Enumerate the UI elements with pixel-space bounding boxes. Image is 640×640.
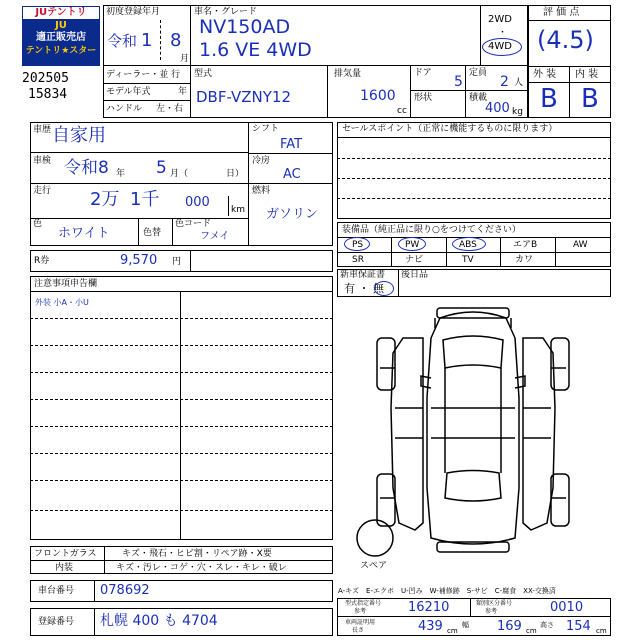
registration-value: 札幌 400 も 4704 [100, 613, 218, 629]
shift-label: シフト [252, 124, 280, 134]
handle-label: ハンドル [106, 104, 143, 114]
logo-star: テントリ★スター [25, 46, 97, 56]
mileage-unit: km [231, 205, 245, 215]
ac-label: 冷房 [252, 156, 271, 166]
model-year-unit: 年 [178, 87, 188, 97]
inspection-year-unit: 年 [116, 169, 126, 179]
shift-value: FAT [280, 137, 303, 152]
color-replace-label: 色替 [143, 228, 162, 238]
recycle-box [30, 250, 333, 272]
capacity-label: 定員 [469, 68, 488, 78]
logo-ju: JU [55, 20, 67, 31]
width-unit: cm [526, 627, 537, 635]
load-unit: kg [512, 107, 523, 117]
inspection-day-unit: 日） [226, 169, 245, 179]
equip-pw: PW [405, 240, 420, 250]
inspection-month-unit: 月（ [170, 169, 189, 179]
first-reg-year: 1 [141, 30, 153, 51]
length-sub: 長さ [352, 627, 365, 634]
mileage-sen: 1千 [130, 189, 160, 210]
class-num-value: 0010 [550, 600, 584, 615]
height-label: 高さ [540, 621, 554, 629]
door-label: ドア [414, 68, 432, 78]
tentori-logo [22, 6, 100, 66]
spare-label: スペア [360, 561, 388, 571]
rating-label: 評 価 点 [543, 7, 580, 18]
stock-code-1: 202505 [22, 71, 69, 86]
drive-dot: ・ [498, 28, 508, 38]
rating-value: (4.5) [537, 26, 594, 54]
capacity-value: 2 [500, 74, 509, 90]
length-value: 439 [418, 619, 443, 634]
fuel-label: 燃料 [252, 186, 271, 196]
equip-pw-circle [398, 237, 426, 251]
first-reg-label: 初度登録年月 [106, 7, 161, 17]
color-code-value: フメイ [200, 231, 230, 242]
height-unit: cm [596, 627, 607, 635]
load-value: 400 [485, 101, 510, 116]
mileage-rest: 000 [185, 195, 210, 210]
interior-label: 内 装 [575, 69, 599, 80]
equip-airbag: エアB [513, 240, 538, 250]
chassis-value: 078692 [100, 583, 150, 598]
class-num-label: 類別区分番号 [476, 600, 513, 607]
chassis-box [30, 580, 333, 602]
load-label: 積載 [469, 93, 488, 103]
width-value: 169 [497, 619, 522, 634]
equipment-label: 装備品（純正品に限り○をつけてください） [342, 225, 521, 235]
displacement-unit: cc [397, 106, 407, 116]
mileage-label: 走行 [33, 186, 52, 196]
color-value: ホワイト [58, 226, 110, 241]
carname-label: 車名・グレード [194, 7, 258, 17]
warranty-no-circle [374, 281, 394, 296]
logo-store: 適正販売店 [36, 32, 86, 43]
fuel-value: ガソリン [266, 207, 319, 222]
displacement-label: 排気量 [334, 69, 362, 79]
equip-leather: カワ [515, 255, 534, 265]
notes-line-1: 外装 小A・小U [35, 298, 89, 307]
stock-code-2: 15834 [28, 87, 68, 102]
type-value: DBF-VZNY12 [196, 88, 292, 106]
notes-box [30, 276, 333, 540]
class-num-sub: 参考 [485, 608, 498, 615]
type-label: 型式 [194, 69, 213, 79]
history-label: 車歴 [33, 125, 52, 135]
front-glass-text: キズ・飛石・ヒビ割・リペア跡・X要 [122, 549, 272, 559]
equip-sr: SR [352, 255, 364, 265]
color-label: 色 [33, 219, 43, 229]
first-reg-month: 8 [170, 30, 182, 51]
handle-value: 左・右 [156, 104, 184, 114]
interior-grade: B [581, 84, 599, 114]
registration-label: 登録番号 [38, 617, 75, 627]
logo-top: JUテントリ [22, 6, 100, 20]
carname: NV150AD [199, 16, 291, 38]
drive-2wd: 2WD [488, 14, 512, 25]
equip-aw: AW [573, 240, 588, 250]
car-body-diagram [335, 298, 611, 573]
model-year-label: モデル年式 [106, 87, 151, 97]
type-num-label: 型式指定番号 [345, 600, 382, 607]
type-num-value: 16210 [408, 600, 450, 615]
history-value: 自家用 [52, 125, 106, 146]
recycle-unit: 円 [172, 257, 182, 267]
rear-item-label: 後日品 [401, 270, 429, 280]
drive-4wd-circle [482, 38, 522, 56]
exterior-grade: B [540, 84, 558, 114]
inspection-era-year: 令和8 [64, 158, 109, 178]
ac-value: AC [283, 167, 301, 182]
length-label: 車両証明用 [345, 619, 376, 626]
interior-cond-text: キズ・汚レ・コゲ・穴・スレ・キレ・破レ [116, 563, 287, 573]
displacement: 1600 [360, 88, 396, 104]
warranty-label: 新車保証書 [340, 270, 386, 280]
sales-point-label: セールスポイント（正常に機能するものに限ります） [342, 124, 558, 134]
color-code-label: 色コード [175, 219, 212, 229]
length-unit: cm [447, 627, 458, 635]
equip-tv: TV [462, 255, 474, 265]
capacity-unit: 人 [514, 78, 524, 88]
equip-abs: ABS [459, 240, 477, 250]
equip-ps-circle [344, 237, 370, 251]
mileage-man: 2万 [90, 189, 120, 210]
equip-navi: ナビ [405, 255, 424, 265]
height-value: 154 [566, 619, 591, 634]
warranty-value: 有 ・ 無 [344, 282, 384, 295]
notes-label: 注意事項申告欄 [34, 279, 98, 289]
interior-cond-label: 内装 [55, 563, 74, 573]
month-unit: 月 [180, 54, 190, 64]
inspection-label: 車検 [33, 156, 52, 166]
door-value: 5 [454, 74, 463, 90]
inspection-month: 5 [156, 158, 167, 178]
grade: 1.6 VE 4WD [199, 39, 312, 61]
exterior-label: 外 装 [533, 69, 557, 80]
damage-legend: A-キズ E-エクボ U-凹み W-補修跡 S-サビ C-腐食 XX-交換済 [338, 587, 556, 595]
recycle-value: 9,570 [120, 253, 158, 268]
front-glass-label: フロントガラス [34, 549, 97, 559]
recycle-label: R券 [34, 256, 50, 266]
chassis-label: 車台番号 [38, 586, 75, 596]
equip-ps: PS [352, 240, 364, 250]
drive-4wd: 4WD [488, 41, 512, 52]
width-label: 幅 [462, 621, 469, 629]
equip-abs-circle [452, 237, 486, 251]
type-num-sub: 参考 [354, 608, 367, 615]
shape-label: 形状 [414, 93, 433, 103]
era: 令和 [107, 32, 138, 50]
dealer-label: ディーラー・並 行 [106, 70, 181, 80]
